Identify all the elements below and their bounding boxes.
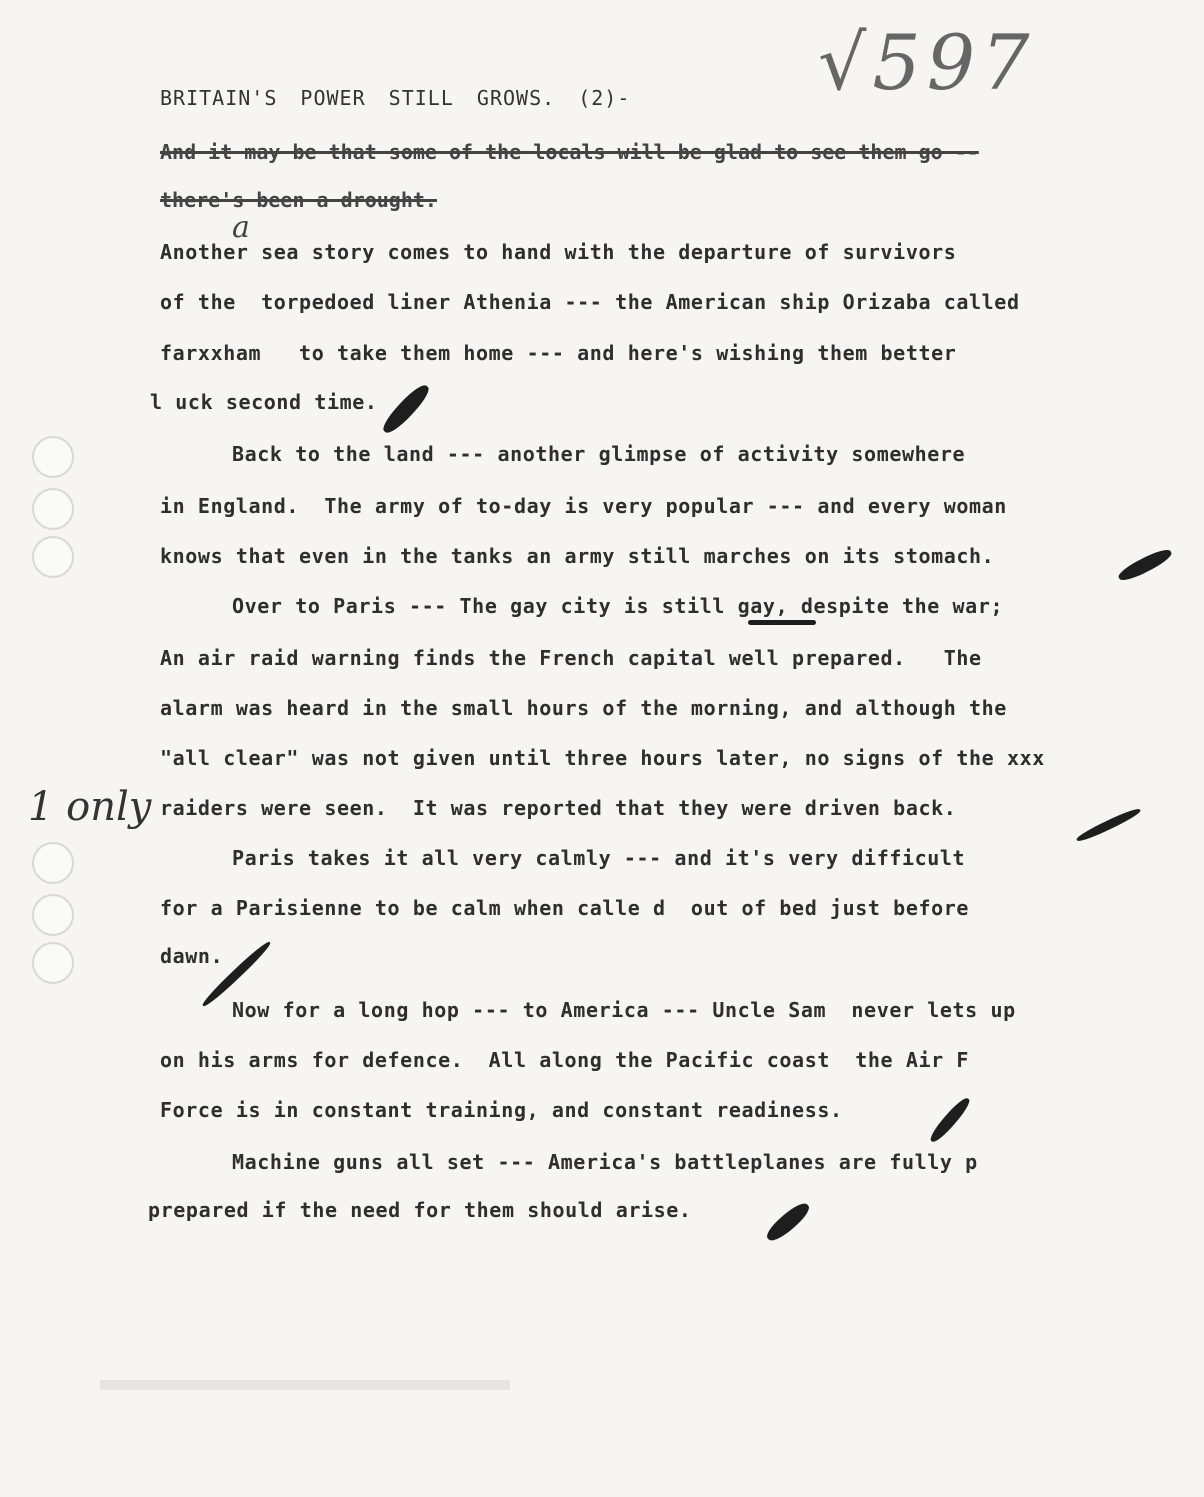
text-line: for a Parisienne to be calm when calle d out of bed just before [160, 896, 970, 920]
text-line: knows that even in the tanks an army still marches on its stomach. [160, 544, 995, 568]
pencil-mark [763, 1199, 812, 1246]
text-line: of the torpedoed liner Athenia --- the American ship Orizaba called [160, 290, 1020, 314]
text-line: Back to the land --- another glimpse of activity somewhere [232, 442, 966, 466]
handwritten-insertion: a [232, 210, 250, 245]
punch-hole [32, 842, 74, 884]
text-line: "all clear" was not given until three hours later, no signs of the xxx [160, 746, 1045, 770]
punch-hole [32, 536, 74, 578]
text-line: prepared if the need for them should arise. [148, 1198, 692, 1222]
text-line: Over to Paris --- The gay city is still gay, despite the war; [232, 594, 1004, 618]
punch-hole [32, 488, 74, 530]
text-line: in England. The army of to-day is very popular --- and every woman [160, 494, 1007, 518]
text-line: dawn. [160, 944, 224, 968]
text-line: raiders were seen. It was reported that they were driven back. [160, 796, 957, 820]
text-line: Machine guns all set --- America's battleplanes are fully p [232, 1150, 978, 1174]
faint-stamp [100, 1380, 510, 1390]
text-line: alarm was heard in the small hours of the morning, and although the [160, 696, 1007, 720]
struck-line-2: there's been a drought. [160, 188, 437, 212]
text-line: farxxham to take them home --- and here's wishing them better [160, 341, 957, 365]
text-line: Another sea story comes to hand with the departure of survivors [160, 240, 957, 264]
punch-hole [32, 436, 74, 478]
struck-line-1: And it may be that some of the locals will be glad to see them go -- [160, 140, 979, 164]
text-line: l uck second time. [150, 390, 378, 414]
text-line: An air raid warning finds the French capital well prepared. The [160, 646, 982, 670]
text-line: Force is in constant training, and constant readiness. [160, 1098, 843, 1122]
text-line: Now for a long hop --- to America --- Uncle Sam never lets up [232, 998, 1016, 1022]
pencil-mark [1075, 806, 1142, 845]
margin-note: 1 only [28, 784, 152, 830]
punch-hole [32, 942, 74, 984]
underline-mark [748, 620, 816, 625]
document-title: BRITAIN'S POWER STILL GROWS. (2)- [160, 86, 631, 110]
text-line: Paris takes it all very calmly --- and it's very difficult [232, 846, 966, 870]
pencil-mark [1116, 545, 1174, 585]
handwritten-page-number: √597 [818, 18, 1036, 107]
punch-hole [32, 894, 74, 936]
text-line: on his arms for defence. All along the Pacific coast the Air F [160, 1048, 970, 1072]
pencil-mark [927, 1095, 972, 1146]
pencil-mark [379, 381, 432, 438]
